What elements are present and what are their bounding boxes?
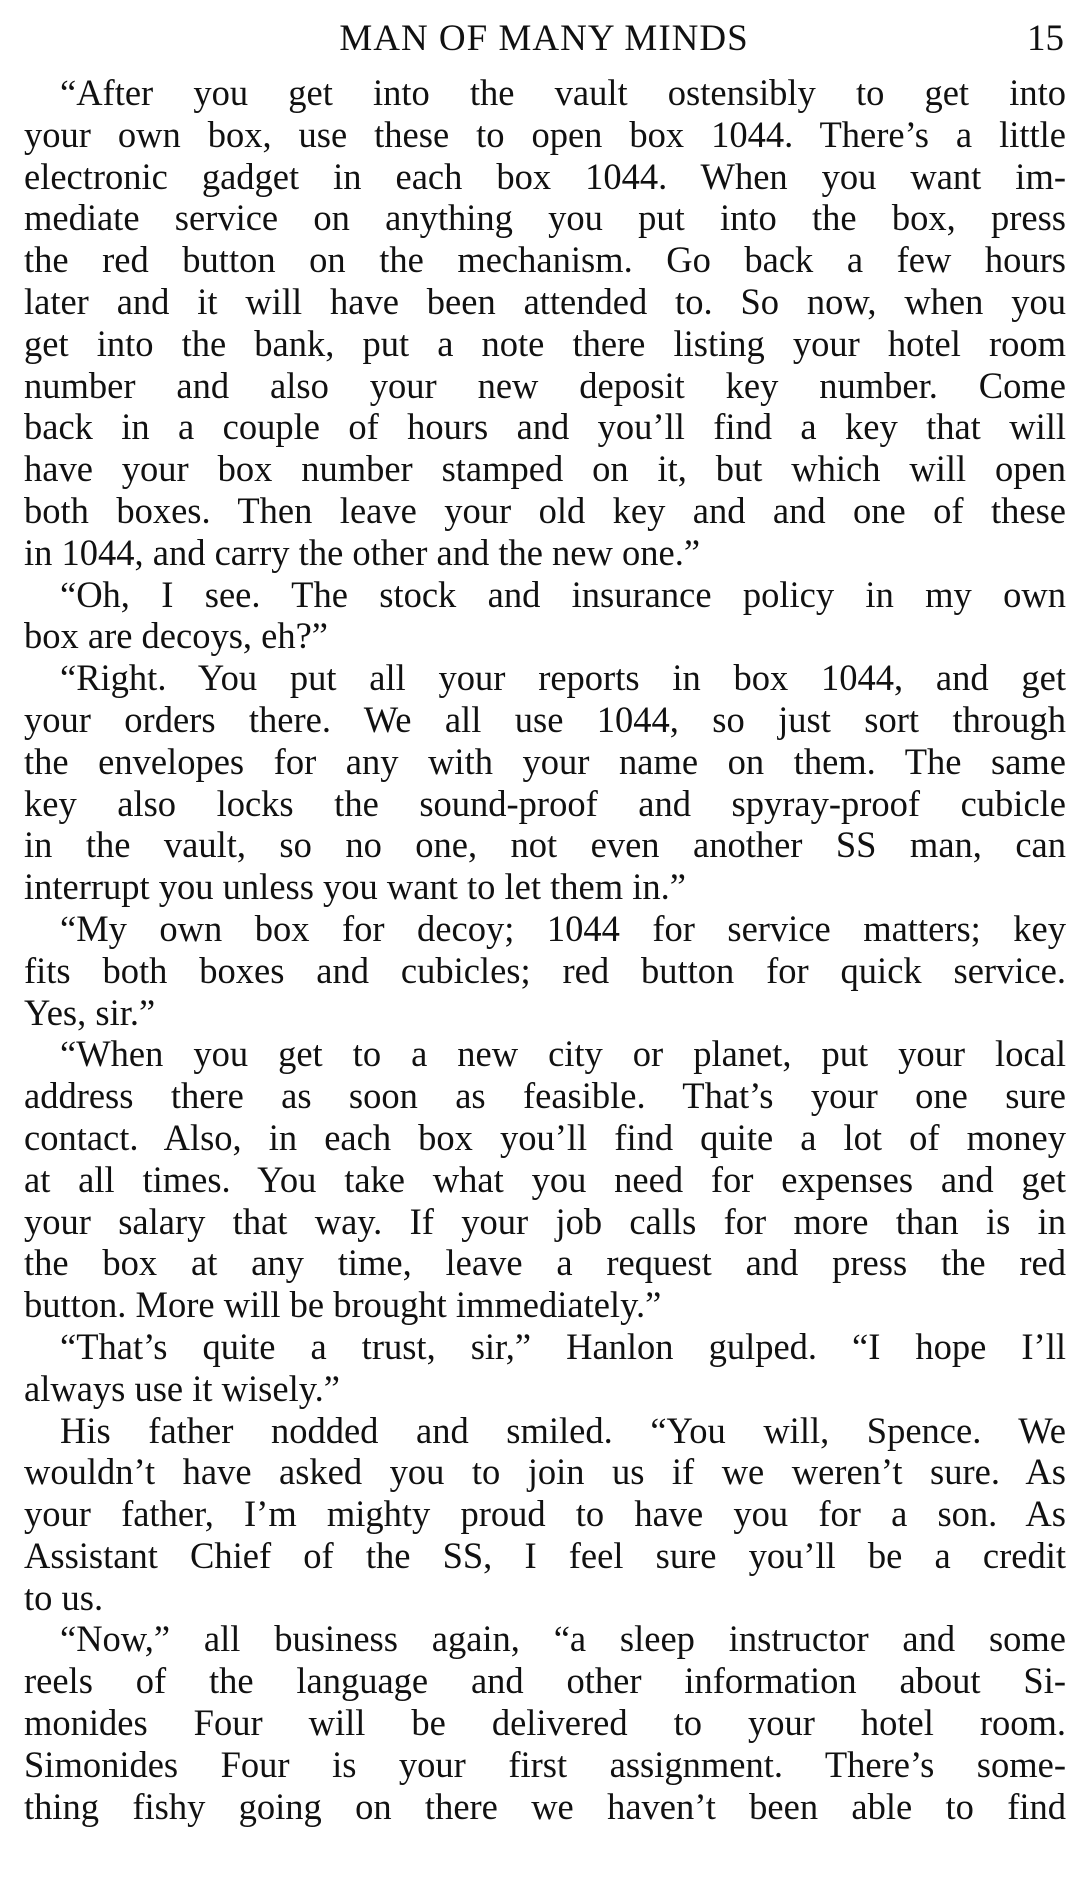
- text-line: interrupt you unless you want to let them in.”: [24, 866, 686, 908]
- text-line: “That’s quite a trust, sir,” Hanlon gulped. “I hope I’ll: [60, 1325, 1066, 1367]
- text-line: number and also your new deposit key number. Come: [24, 364, 1066, 406]
- text-line: “When you get to a new city or planet, put your local: [60, 1033, 1066, 1075]
- text-line: to us.: [24, 1576, 104, 1618]
- text-line: always use it wisely.”: [24, 1367, 340, 1409]
- text-line: the box at any time, leave a request and press the red: [24, 1242, 1066, 1284]
- text-line: address there as soon as feasible. That’s your one sure: [24, 1075, 1066, 1117]
- text-line: get into the bank, put a note there listing your hotel room: [24, 322, 1066, 364]
- text-line: back in a couple of hours and you’ll find a key that will: [24, 406, 1066, 448]
- text-line: monides Four will be delivered to your hotel room.: [24, 1702, 1066, 1744]
- text-line: Assistant Chief of the SS, I feel sure you’ll be a credit: [24, 1534, 1066, 1576]
- text-line: both boxes. Then leave your old key and and one of these: [24, 489, 1066, 531]
- text-line: thing fishy going on there we haven’t been able to find: [24, 1785, 1066, 1827]
- text-line: reels of the language and other information about Si-: [24, 1660, 1066, 1702]
- text-line: your own box, use these to open box 1044. There’s a little: [24, 113, 1066, 155]
- text-line: your salary that way. If your job calls for more than is in: [24, 1200, 1066, 1242]
- text-line: “My own box for decoy; 1044 for service matters; key: [60, 907, 1066, 949]
- text-line: the red button on the mechanism. Go back a few hours: [24, 239, 1066, 281]
- text-line: button. More will be brought immediately.”: [24, 1284, 662, 1326]
- text-line: “Oh, I see. The stock and insurance policy in my own: [60, 573, 1066, 615]
- text-line: “Right. You put all your reports in box 1044, and get: [60, 657, 1066, 699]
- page-number: 15: [1027, 18, 1064, 59]
- running-title: MAN OF MANY MINDS: [339, 18, 749, 59]
- text-line: in 1044, and carry the other and the new one.”: [24, 531, 701, 573]
- text-line: box are decoys, eh?”: [24, 615, 329, 657]
- text-line: wouldn’t have asked you to join us if we weren’t sure. As: [24, 1451, 1066, 1493]
- text-line: later and it will have been attended to. So now, when you: [24, 280, 1066, 322]
- text-line: at all times. You take what you need for expenses and get: [24, 1158, 1066, 1200]
- text-line: your father, I’m mighty proud to have you for a son. As: [24, 1493, 1066, 1535]
- text-line: His father nodded and smiled. “You will, Spence. We: [60, 1409, 1066, 1451]
- text-line: “After you get into the vault ostensibly to get into: [60, 72, 1066, 113]
- text-line: have your box number stamped on it, but which will open: [24, 448, 1066, 490]
- page-header: [24, 14, 1064, 64]
- text-line: electronic gadget in each box 1044. When you want im-: [24, 155, 1066, 197]
- text-line: Simonides Four is your first assignment. There’s some-: [24, 1743, 1066, 1785]
- text-line: fits both boxes and cubicles; red button for quick service.: [24, 949, 1066, 991]
- text-line: Yes, sir.”: [24, 991, 156, 1033]
- body-text: [24, 72, 1066, 1827]
- text-line: contact. Also, in each box you’ll find quite a lot of money: [24, 1116, 1066, 1158]
- text-line: key also locks the sound-proof and spyray-proof cubicle: [24, 782, 1066, 824]
- text-line: the envelopes for any with your name on them. The same: [24, 740, 1066, 782]
- text-line: in the vault, so no one, not even another SS man, can: [24, 824, 1066, 866]
- text-line: mediate service on anything you put into the box, press: [24, 197, 1066, 239]
- text-line: “Now,” all business again, “a sleep instructor and some: [60, 1618, 1066, 1660]
- text-line: your orders there. We all use 1044, so just sort through: [24, 698, 1066, 740]
